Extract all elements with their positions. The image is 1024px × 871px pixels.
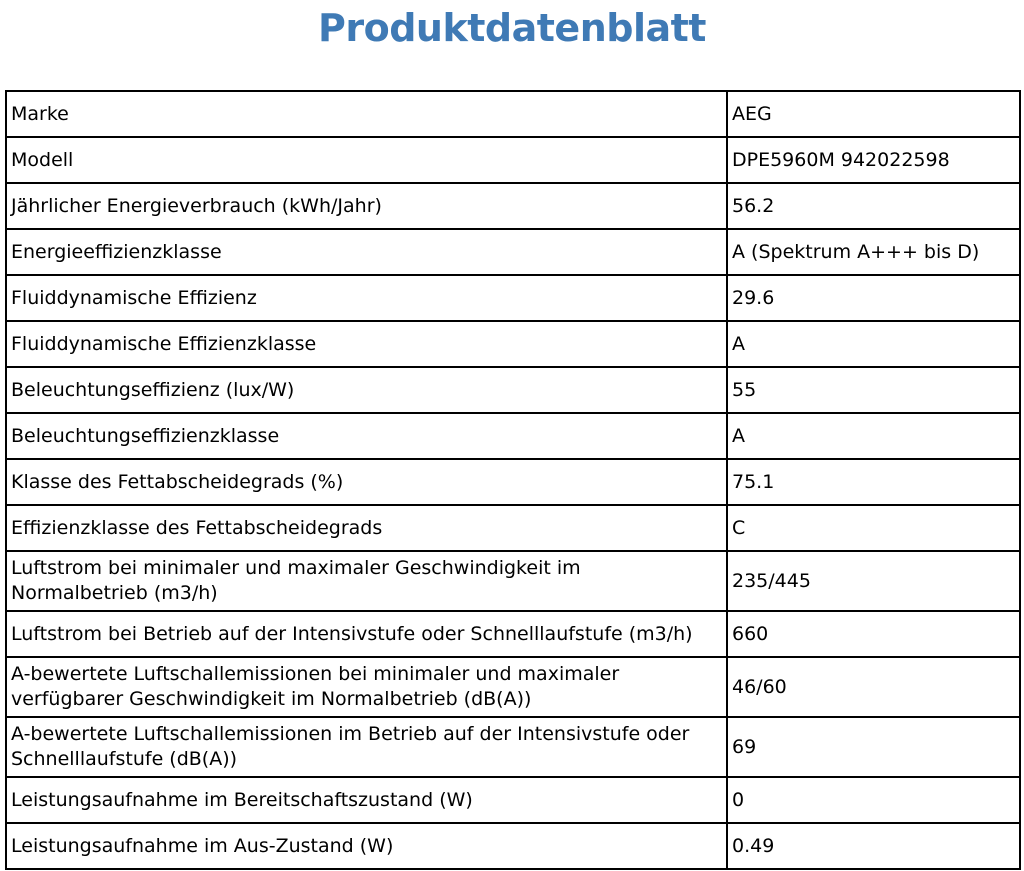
row-value-grease-filtering: 75.1	[727, 459, 1020, 505]
row-label-lighting-efficiency: Beleuchtungseffizienz (lux/W)	[6, 367, 727, 413]
table-row	[6, 777, 1020, 823]
row-label-marke: Marke	[6, 91, 727, 137]
row-label-grease-filtering-class: Effizienzklasse des Fettabscheidegrads	[6, 505, 727, 551]
table-row	[6, 657, 1020, 717]
row-label-energy-class: Energieeffizienzklasse	[6, 229, 727, 275]
row-value-noise-intensive: 69	[727, 717, 1020, 777]
row-label-noise-intensive: A-bewertete Luftschallemissionen im Betrieb auf der Intensivstufe oder Schnelllaufstufe (dB(A))	[6, 717, 727, 777]
table-row	[6, 91, 1020, 137]
row-value-modell: DPE5960M 942022598	[727, 137, 1020, 183]
row-value-airflow-intensive: 660	[727, 611, 1020, 657]
row-value-off-power: 0.49	[727, 823, 1020, 869]
row-value-lighting-efficiency-class: A	[727, 413, 1020, 459]
row-label-lighting-efficiency-class: Beleuchtungseffizienzklasse	[6, 413, 727, 459]
row-value-fluid-efficiency: 29.6	[727, 275, 1020, 321]
product-data-table	[5, 90, 1021, 870]
table-row	[6, 551, 1020, 611]
row-value-energy-consumption: 56.2	[727, 183, 1020, 229]
table-row	[6, 275, 1020, 321]
table-row	[6, 137, 1020, 183]
table-row	[6, 823, 1020, 869]
table-row	[6, 413, 1020, 459]
table-row	[6, 611, 1020, 657]
row-value-energy-class: A (Spektrum A+++ bis D)	[727, 229, 1020, 275]
row-value-airflow-normal: 235/445	[727, 551, 1020, 611]
table-row	[6, 717, 1020, 777]
table-row	[6, 367, 1020, 413]
table-row	[6, 229, 1020, 275]
row-label-grease-filtering: Klasse des Fettabscheidegrads (%)	[6, 459, 727, 505]
row-value-standby-power: 0	[727, 777, 1020, 823]
page-title: Produktdatenblatt	[318, 6, 706, 50]
row-label-off-power: Leistungsaufnahme im Aus-Zustand (W)	[6, 823, 727, 869]
row-label-fluid-efficiency: Fluiddynamische Effizienz	[6, 275, 727, 321]
row-value-lighting-efficiency: 55	[727, 367, 1020, 413]
row-label-energy-consumption: Jährlicher Energieverbrauch (kWh/Jahr)	[6, 183, 727, 229]
table-row	[6, 183, 1020, 229]
row-value-noise-normal: 46/60	[727, 657, 1020, 717]
table-row	[6, 459, 1020, 505]
row-label-modell: Modell	[6, 137, 727, 183]
row-label-airflow-normal: Luftstrom bei minimaler und maximaler Geschwindigkeit im Normalbetrieb (m3/h)	[6, 551, 727, 611]
row-label-airflow-intensive: Luftstrom bei Betrieb auf der Intensivstufe oder Schnelllaufstufe (m3/h)	[6, 611, 727, 657]
row-label-standby-power: Leistungsaufnahme im Bereitschaftszustand (W)	[6, 777, 727, 823]
row-value-grease-filtering-class: C	[727, 505, 1020, 551]
row-label-noise-normal: A-bewertete Luftschallemissionen bei minimaler und maximaler verfügbarer Geschwindigkeit im Normalbetrieb (dB(A))	[6, 657, 727, 717]
table-row	[6, 505, 1020, 551]
row-value-marke: AEG	[727, 91, 1020, 137]
row-value-fluid-efficiency-class: A	[727, 321, 1020, 367]
table-row	[6, 321, 1020, 367]
row-label-fluid-efficiency-class: Fluiddynamische Effizienzklasse	[6, 321, 727, 367]
